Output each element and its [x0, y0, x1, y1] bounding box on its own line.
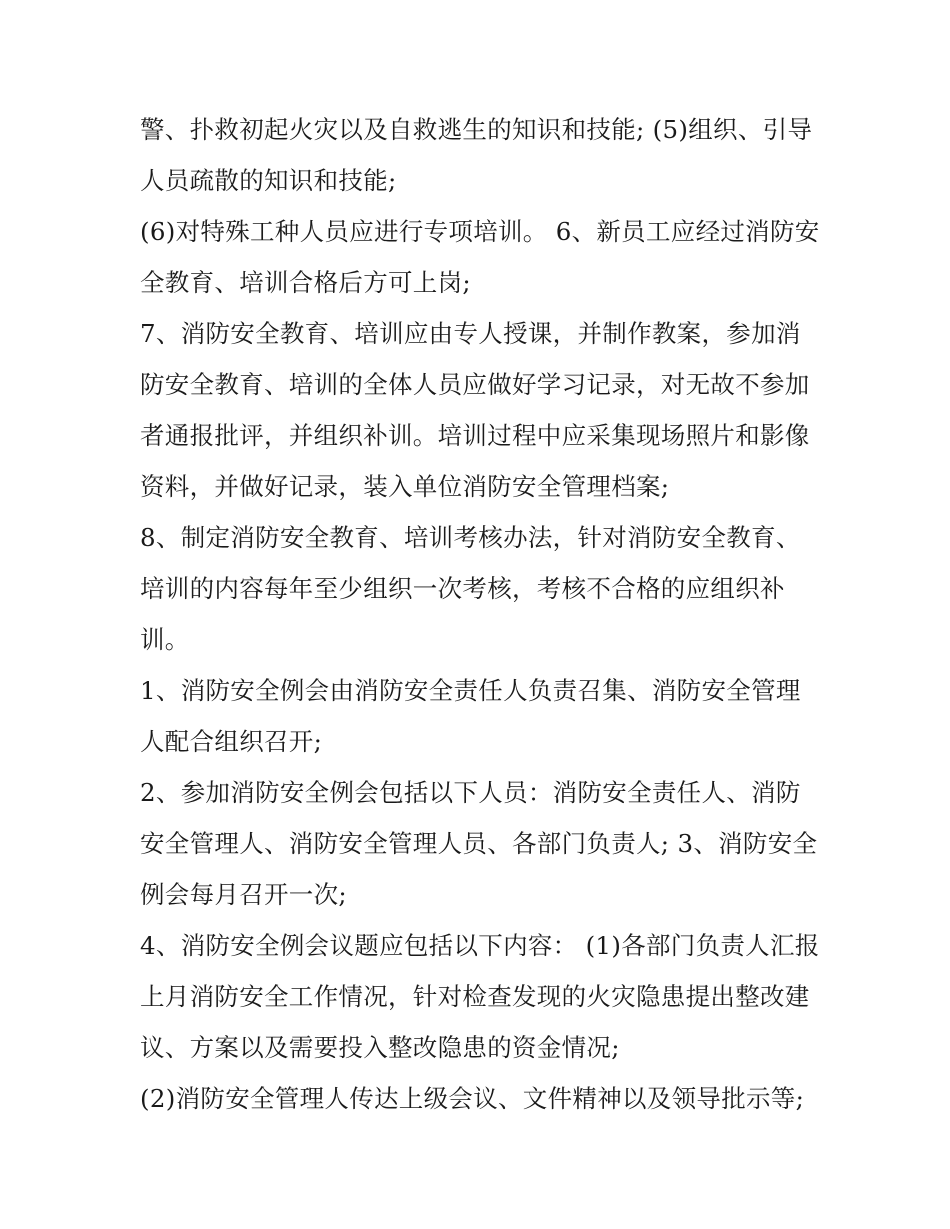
paragraph-5 — [140, 665, 820, 767]
text-line: 资料，并做好记录，装入单位消防安全管理档案; — [140, 472, 670, 501]
text-line: 安全管理人、消防安全管理人员、各部门负责人; 3、消防安全 — [140, 829, 818, 858]
paragraph-4 — [140, 512, 820, 665]
text-line: 培训的内容每年至少组织一次考核，考核不合格的应组织补 — [140, 574, 785, 603]
text-line: 1、消防安全例会由消防安全责任人负责召集、消防安全管理 — [140, 676, 801, 705]
paragraph-7 — [140, 920, 820, 1073]
text-line: (6)对特殊工种人员应进行专项培训。 6、新员工应经过消防安 — [140, 217, 820, 246]
text-line: (2)消防安全管理人传达上级会议、文件精神以及领导批示等; — [140, 1084, 805, 1113]
document-body — [140, 104, 820, 1124]
text-line: 8、制定消防安全教育、培训考核办法，针对消防安全教育、 — [140, 523, 801, 552]
paragraph-6 — [140, 767, 820, 920]
text-line: 例会每月召开一次; — [140, 880, 347, 909]
paragraph-2 — [140, 206, 820, 308]
paragraph-3 — [140, 308, 820, 512]
text-line: 4、消防安全例会议题应包括以下内容： (1)各部门负责人汇报 — [140, 931, 820, 960]
text-line: 者通报批评，并组织补训。培训过程中应采集现场照片和影像 — [140, 421, 810, 450]
text-line: 人配合组织召开; — [140, 727, 323, 756]
text-line: 训。 — [140, 625, 190, 654]
text-line: 2、参加消防安全例会包括以下人员：消防安全责任人、消防 — [140, 778, 801, 807]
text-line: 警、扑救初起火灾以及自救逃生的知识和技能; (5)组织、引导 — [140, 115, 813, 144]
paragraph-1 — [140, 104, 820, 206]
text-line: 上月消防安全工作情况，针对检查发现的火灾隐患提出整改建 — [140, 982, 810, 1011]
text-line: 人员疏散的知识和技能; — [140, 166, 397, 195]
text-line: 全教育、培训合格后方可上岗; — [140, 268, 471, 297]
text-line: 议、方案以及需要投入整改隐患的资金情况; — [140, 1033, 620, 1062]
text-line: 防安全教育、培训的全体人员应做好学习记录，对无故不参加 — [140, 370, 810, 399]
text-line: 7、消防安全教育、培训应由专人授课，并制作教案，参加消 — [140, 319, 801, 348]
paragraph-8 — [140, 1073, 820, 1124]
